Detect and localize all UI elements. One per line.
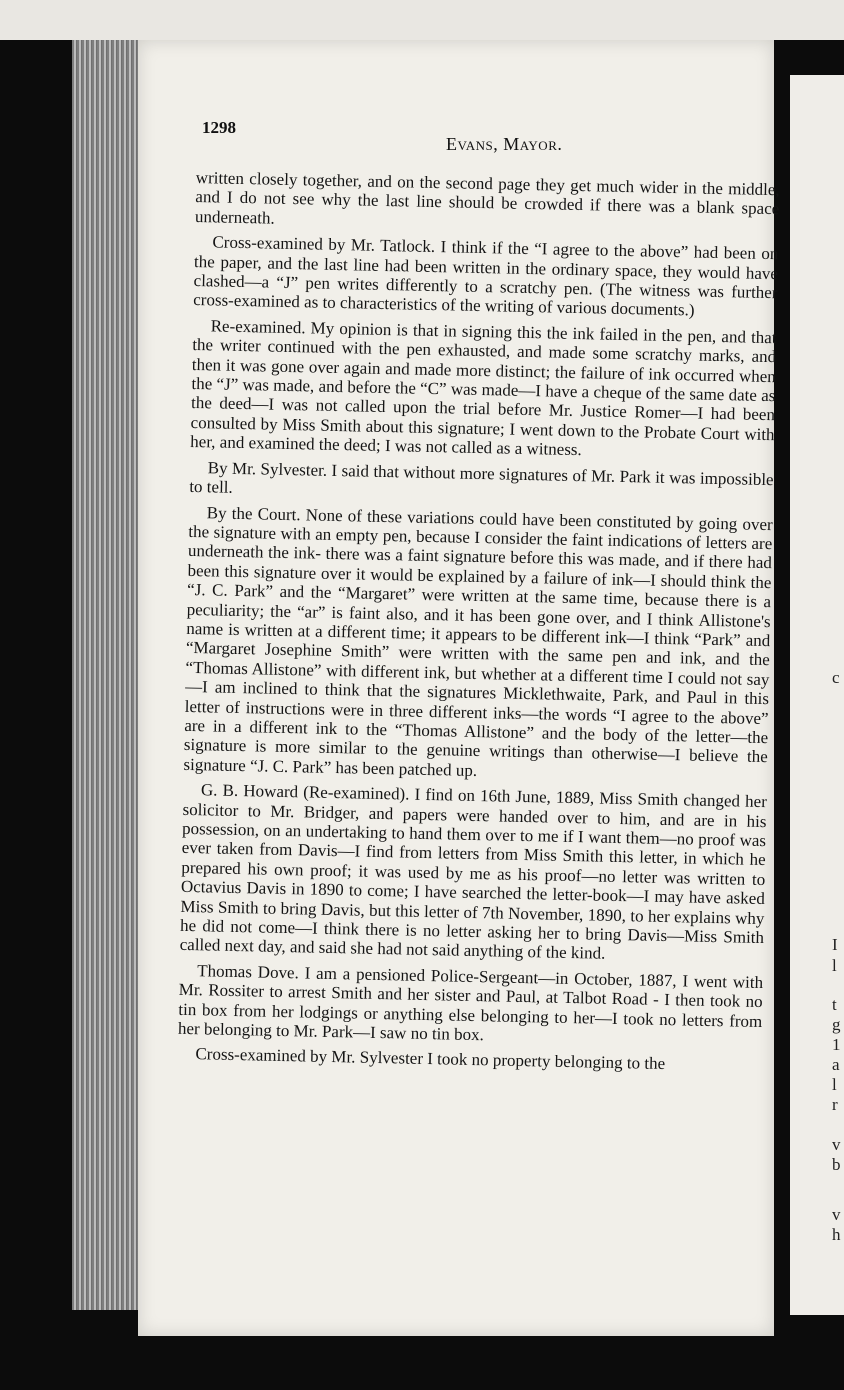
paragraph: Thomas Dove. I am a pensioned Police-Sergeant—in October, 1887, I went with Mr. Rossiter to arrest Smith and her sister and Paul, at Talbot Road - I then took no tin box from her lodgings or anything else belonging to her—I took no letters from her belonging to Mr. Park—I saw no tin box. [177,961,764,1045]
facing-page-letter: v [832,1135,841,1154]
facing-page-letter: b [832,1155,841,1174]
paragraph: By Mr. Sylvester. I said that without more signatures of Mr. Park it was impossible to tell. [189,458,774,497]
facing-page-letter: g [832,1015,841,1034]
scan-top-margin [0,0,844,40]
facing-page-letter: l [832,1075,837,1094]
paragraph: Cross-examined by Mr. Sylvester I took no property belonging to the [195,1044,666,1074]
facing-page-letter: l [832,956,837,975]
paragraph: Cross-examined by Mr. Tatlock. I think if the “I agree to the above” had been on the paper, and the last line had been written in the ordinary space, they would have clashed—a “J” pen writes differently to a scratchy pen. (The witness was further cross-examined as to characteristics of the writing of various documents.) [193,232,779,320]
running-head: Evans, Mayor. [446,134,563,154]
facing-page-letter: 1 [832,1035,841,1054]
paragraph: G. B. Howard (Re-examined). I find on 16th June, 1889, Miss Smith changed her solicitor to Mr. Bridger, and papers were handed over to him, and are in his possession, on an undertaking to hand them over to me if I want them—no proof was ever taken from Davis—I find from letters from Miss Smith this letter, in which he prepared his own proof; it was used by me as his proof—no letter was written to Octavius Davis in 1890 to come; I have searched the letter-book—I may have asked Miss Smith to bring Davis, but this letter of 7th November, 1890, to her explains why he did not come—I think there is no letter asking her to bring Davis—Miss Smith called next day, and said she had not said anything of the kind. [179,780,768,964]
paragraph: By the Court. None of these variations could have been constituted by going over the signature with an empty pen, because I consider the faint indications of letters are underneath the ink- there was a faint signature before this was made, and if there had been this signature over it would be explained by a failure of ink—I should think the “J. C. Park” and the “Margaret” were written at the same time, because there is a peculiarity; the “ar” is faint also, and it has been gone over, and I think Allistone's name is written at a different time; it appears to be different ink—I think “Park” and “Margaret Josephine Smith” were written with the same pen and ink, and the “Thomas Allistone” with different ink, but whether at a different time I could not say—I am inclined to think that the signatures Micklethwaite, Park, and Paul in this letter of instructions were in three different inks—the words “I agree to the above” are in a different ink to the “Thomas Allistone” and the body of the letter—the signature is more similar to the genuine writings than otherwise—I believe the signature “J. C. Park” has been patched up. [183,502,773,780]
facing-page-letter: c [832,668,840,687]
page-header [200,118,770,158]
facing-page-letter: r [832,1095,838,1114]
paragraph: written closely together, and on the second page they get much wider in the middle, and I do not see why the last line should be crowded if there was a blank space underneath. [194,168,780,228]
facing-page-letter: v [832,1205,841,1224]
facing-page-letter: t [832,995,837,1014]
page-number: 1298 [202,118,236,137]
facing-page-letter: a [832,1055,840,1074]
paragraph: Re-examined. My opinion is that in signing this the ink failed in the pen, and that the writer continued with the pen exhausted, and made some scratchy marks, and then it was gone over again and made more distinct; the failure of ink occurred when the “J” was made, and before the “C” was made—I have a cheque of the same date as the deed—I was not called upon the trial before Mr. Justice Romer—I had been consulted by Miss Smith about this signature; I went down to the Probate Court with her, and examined the deed; I was not called as a witness. [190,316,777,460]
facing-page-letter: I [832,935,838,954]
book-page-edges [72,40,144,1310]
facing-page-letter: h [832,1225,841,1244]
facing-page-strip [790,75,844,1315]
page-body-text [173,168,780,1270]
